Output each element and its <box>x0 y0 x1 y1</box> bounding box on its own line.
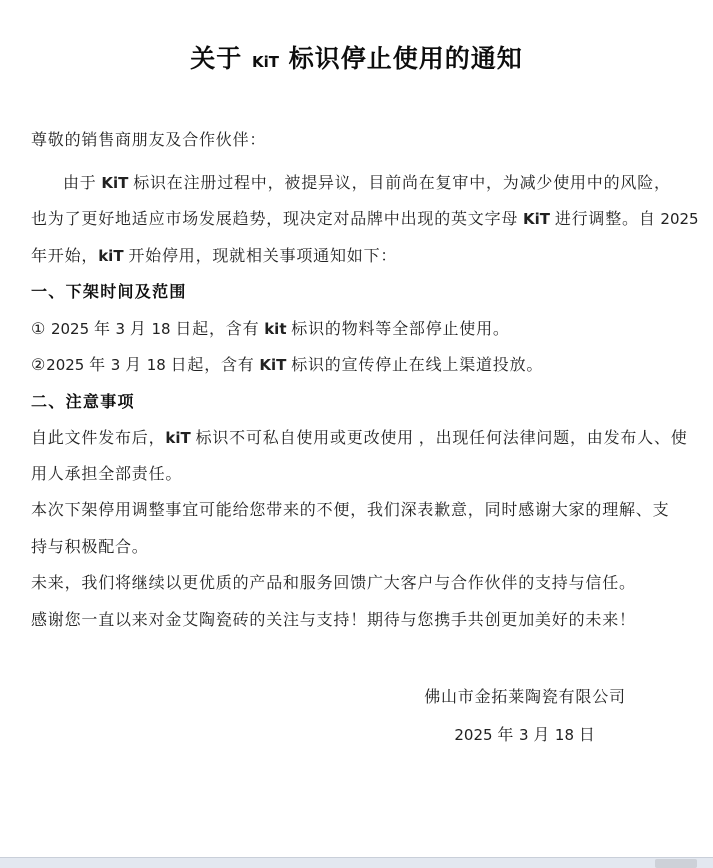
body-line: 由于 KiT 标识在注册过程中，被提异议，目前尚在复审中，为减少使用中的风险， <box>63 173 671 192</box>
section-heading-2: 二、注意事项 <box>31 391 135 411</box>
section-heading-1: 一、下架时间及范围 <box>31 282 187 301</box>
body-line: 未来，我们将继续以更优质的产品和服务回馈广大客户与合作伙伴的支持与信任。 <box>31 575 636 592</box>
body-line: 本次下架停用调整事宜可能给您带来的不便，我们深表歉意，同时感谢大家的理解、支 <box>31 502 670 519</box>
notice-title: 关于 KiT 标识停止使用的通知 <box>190 44 523 73</box>
body-line: 年开始，kiT 开始停用，现就相关事项通知如下： <box>31 246 398 265</box>
list-item-2: ②2025 年 3 月 18 日起，含有 KiT 标识的宣传停止在线上渠道投放。 <box>31 356 544 374</box>
list-item-1: ① 2025 年 3 月 18 日起，含有 kit 标识的物料等全部停止使用。 <box>31 319 510 338</box>
body-line: 用人承担全部责任。 <box>31 465 183 483</box>
body-line: 感谢您一直以来对金艾陶瓷砖的关注与支持！期待与您携手共创更加美好的未来！ <box>31 611 636 629</box>
signature-company: 佛山市金拓莱陶瓷有限公司 <box>424 689 626 706</box>
notice-body <box>0 123 713 639</box>
body-line: 自此文件发布后，kiT 标识不可私自使用或更改使用 ，出现任何法律问题，由发布人、使 <box>31 429 688 447</box>
body-line: 持与积极配合。 <box>31 538 149 556</box>
signature-date: 2025 年 3 月 18 日 <box>454 725 596 744</box>
signature-block <box>337 680 713 753</box>
horizontal-scrollbar[interactable] <box>0 857 713 868</box>
salutation: 尊敬的销售商朋友及合作伙伴： <box>31 132 267 149</box>
body-line: 也为了更好地适应市场发展趋势，现决定对品牌中出现的英文字母 KiT 进行调整。自 2025 <box>31 210 699 228</box>
scrollbar-thumb[interactable] <box>655 859 697 868</box>
